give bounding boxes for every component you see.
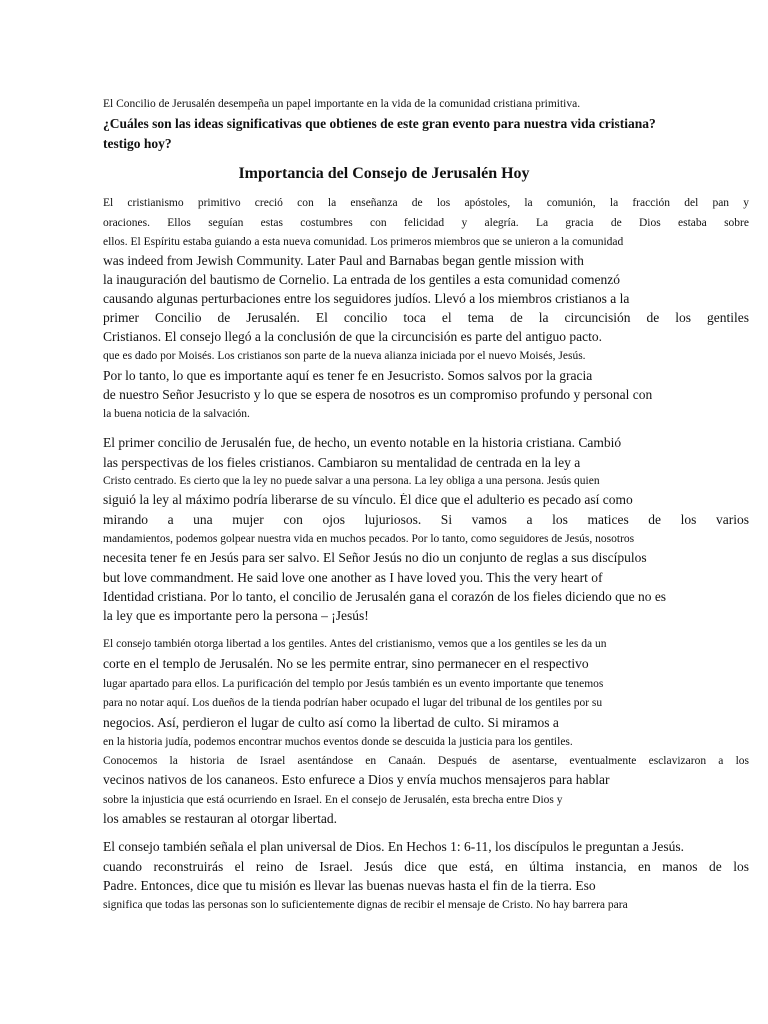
paragraph-line: los amables se restauran al otorgar libertad. <box>103 812 338 826</box>
paragraph-line: oraciones. Ellos seguían estas costumbres con felicidad y alegría. La gracia de Dios estaba sobre <box>103 217 749 229</box>
intro-question: ¿Cuáles son las ideas significativas que obtienes de este gran evento para nuestra vida cristiana? <box>103 117 656 131</box>
paragraph-line: Por lo tanto, lo que es importante aquí es tener fe en Jesucristo. Somos salvos por la gracia <box>103 369 593 383</box>
paragraph-line: was indeed from Jewish Community. Later Paul and Barnabas began gentle mission with <box>103 254 584 268</box>
paragraph-line: negocios. Así, perdieron el lugar de culto así como la libertad de culto. Si miramos a <box>103 716 559 730</box>
paragraph-line: las perspectivas de los fieles cristianos. Cambiaron su mentalidad de centrada en la ley a <box>103 456 581 470</box>
paragraph-line: necesita tener fe en Jesús para ser salvo. El Señor Jesús no dio un conjunto de reglas a sus discípulos <box>103 551 647 565</box>
paragraph-line: Padre. Entonces, dice que tu misión es llevar las buenas nuevas hasta el fin de la tierra. Eso <box>103 879 596 893</box>
paragraph-line: en la historia judía, podemos encontrar muchos eventos donde se descuida la justicia para los gentiles. <box>103 736 573 748</box>
paragraph-line: corte en el templo de Jerusalén. No se les permite entrar, sino permanecer en el respectivo <box>103 657 589 671</box>
intro-line: El Concilio de Jerusalén desempeña un papel importante en la vida de la comunidad cristiana primitiva. <box>103 98 581 110</box>
paragraph-line: sobre la injusticia que está ocurriendo en Israel. En el consejo de Jerusalén, esta brecha entre Dios y <box>103 794 563 806</box>
paragraph-line: primer Concilio de Jerusalén. El concilio toca el tema de la circuncisión de los gentiles <box>103 311 749 325</box>
paragraph-line: causando algunas perturbaciones entre los seguidores judíos. Llevó a los miembros cristianos a la <box>103 292 630 306</box>
paragraph-line: El consejo también otorga libertad a los gentiles. Antes del cristianismo, vemos que a los gentiles se les da un <box>103 638 607 650</box>
paragraph-line: de nuestro Señor Jesucristo y lo que se espera de nosotros es un compromiso profundo y personal con <box>103 388 653 402</box>
paragraph-line: la buena noticia de la salvación. <box>103 408 250 420</box>
paragraph-line: ellos. El Espíritu estaba guiando a esta nueva comunidad. Los primeros miembros que se unieron a la comunidad <box>103 236 624 248</box>
paragraph-line: mandamientos, podemos golpear nuestra vida en muchos pecados. Por lo tanto, como seguidores de Jesús, nosotros <box>103 533 635 545</box>
intro-question: testigo hoy? <box>103 137 172 151</box>
paragraph-line: que es dado por Moisés. Los cristianos son parte de la nueva alianza iniciada por el nuevo Moisés, Jesús. <box>103 350 586 362</box>
paragraph-line: cuando reconstruirás el reino de Israel. Jesús dice que está, en última instancia, en manos de los <box>103 860 749 874</box>
paragraph-line: vecinos nativos de los cananeos. Esto enfurece a Dios y envía muchos mensajeros para hablar <box>103 773 610 787</box>
paragraph-line: para no notar aquí. Los dueños de la tienda podrían haber ocupado el lugar del tribunal de los gentiles por su <box>103 697 603 709</box>
paragraph-line: but love commandment. He said love one another as I have loved you. This the very heart of <box>103 571 603 585</box>
paragraph-line: Cristianos. El consejo llegó a la conclusión de que la circuncisión es parte del antiguo pacto. <box>103 330 602 344</box>
paragraph-line: Cristo centrado. Es cierto que la ley no puede salvar a una persona. La ley obliga a una persona. Jesús quien <box>103 475 600 487</box>
paragraph-line: El consejo también señala el plan universal de Dios. En Hechos 1: 6-11, los discípulos le preguntan a Jesús. <box>103 840 684 854</box>
paragraph-line: siguió la ley al máximo podría liberarse de su vínculo. Él dice que el adulterio es pecado así como <box>103 493 633 507</box>
paragraph-line: la inauguración del bautismo de Cornelio. La entrada de los gentiles a esta comunidad comenzó <box>103 273 620 287</box>
paragraph-line: lugar apartado para ellos. La purificación del templo por Jesús también es un evento importante que tenemos <box>103 678 604 690</box>
paragraph-line: Identidad cristiana. Por lo tanto, el concilio de Jerusalén gana el corazón de los fieles diciendo que no es <box>103 590 667 604</box>
paragraph-line: mirando a una mujer con ojos lujuriosos. Si vamos a los matices de los varios <box>103 513 749 527</box>
paragraph-line: la ley que es importante pero la persona – ¡Jesús! <box>103 609 369 623</box>
paragraph-line: Conocemos la historia de Israel asentándose en Canaán. Después de asentarse, eventualmente esclavizaron a los <box>103 755 749 767</box>
paragraph-line: El primer concilio de Jerusalén fue, de hecho, un evento notable en la historia cristiana. Cambió <box>103 436 622 450</box>
section-title: Importancia del Consejo de Jerusalén Hoy <box>238 165 530 182</box>
paragraph-line: significa que todas las personas son lo suficientemente dignas de recibir el mensaje de Cristo. No hay barrera para <box>103 899 628 911</box>
paragraph-line: El cristianismo primitivo creció con la enseñanza de los apóstoles, la comunión, la fracción del pan y <box>103 197 749 209</box>
